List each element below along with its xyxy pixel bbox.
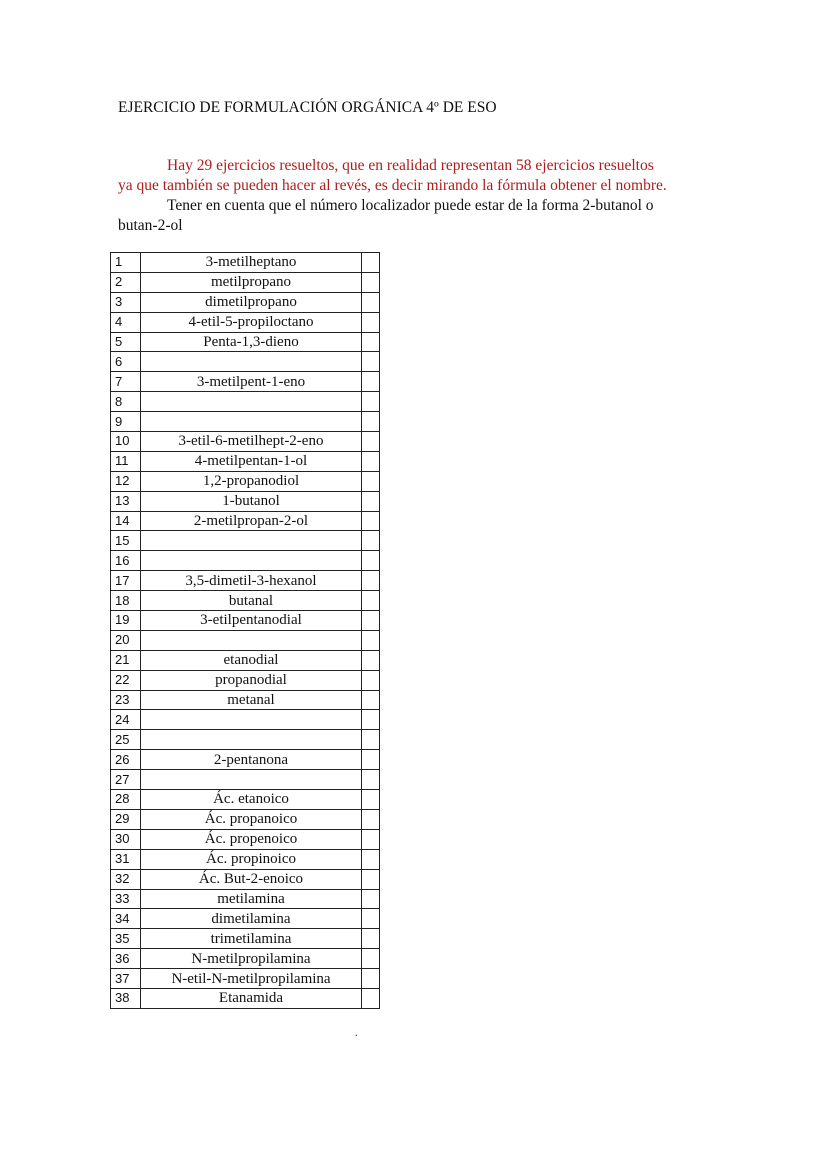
answer-cell	[362, 630, 380, 650]
compound-name: Ác. propinoico	[141, 849, 362, 869]
compound-name: 2-metilpropan-2-ol	[141, 511, 362, 531]
answer-cell	[362, 432, 380, 452]
table-row	[111, 392, 380, 412]
compound-name	[141, 630, 362, 650]
table-row	[111, 849, 380, 869]
row-number: 1	[111, 253, 141, 273]
compound-name: etanodial	[141, 650, 362, 670]
compound-name: butanal	[141, 591, 362, 611]
row-number: 25	[111, 730, 141, 750]
row-number: 13	[111, 491, 141, 511]
row-number: 35	[111, 929, 141, 949]
answer-cell	[362, 909, 380, 929]
row-number: 3	[111, 292, 141, 312]
answer-cell	[362, 451, 380, 471]
table-row	[111, 451, 380, 471]
table-row	[111, 551, 380, 571]
compound-name: metilpropano	[141, 272, 362, 292]
answer-cell	[362, 551, 380, 571]
row-number: 6	[111, 352, 141, 372]
table-row	[111, 909, 380, 929]
compound-name: Etanamida	[141, 988, 362, 1008]
answer-cell	[362, 869, 380, 889]
table-row	[111, 650, 380, 670]
compound-name: 4-metilpentan-1-ol	[141, 451, 362, 471]
note-paragraph	[118, 196, 718, 235]
row-number: 8	[111, 392, 141, 412]
row-number: 26	[111, 750, 141, 770]
table-row	[111, 491, 380, 511]
answer-cell	[362, 292, 380, 312]
row-number: 30	[111, 829, 141, 849]
compound-name	[141, 352, 362, 372]
answer-cell	[362, 809, 380, 829]
compound-name: metanal	[141, 690, 362, 710]
table-row	[111, 949, 380, 969]
row-number: 15	[111, 531, 141, 551]
row-number: 5	[111, 332, 141, 352]
answer-cell	[362, 650, 380, 670]
compound-name: 3-etil-6-metilhept-2-eno	[141, 432, 362, 452]
table-row	[111, 690, 380, 710]
compound-name	[141, 392, 362, 412]
compound-name: 4-etil-5-propiloctano	[141, 312, 362, 332]
table-row	[111, 571, 380, 591]
compound-name: 3-metilheptano	[141, 253, 362, 273]
answer-cell	[362, 670, 380, 690]
row-number: 11	[111, 451, 141, 471]
row-number: 28	[111, 790, 141, 810]
row-number: 12	[111, 471, 141, 491]
answer-cell	[362, 730, 380, 750]
table-row	[111, 889, 380, 909]
table-row	[111, 710, 380, 730]
compound-name: Ác. propanoico	[141, 809, 362, 829]
table-row	[111, 412, 380, 432]
row-number: 24	[111, 710, 141, 730]
answer-cell	[362, 770, 380, 790]
row-number: 19	[111, 611, 141, 631]
answer-cell	[362, 591, 380, 611]
row-number: 2	[111, 272, 141, 292]
table-row	[111, 511, 380, 531]
table-row	[111, 869, 380, 889]
row-number: 34	[111, 909, 141, 929]
compound-name: 1-butanol	[141, 491, 362, 511]
row-number: 38	[111, 988, 141, 1008]
answer-cell	[362, 571, 380, 591]
row-number: 22	[111, 670, 141, 690]
intro-paragraph	[118, 156, 718, 195]
compound-name	[141, 412, 362, 432]
answer-cell	[362, 392, 380, 412]
answer-cell	[362, 471, 380, 491]
row-number: 9	[111, 412, 141, 432]
answer-cell	[362, 969, 380, 989]
row-number: 10	[111, 432, 141, 452]
answer-cell	[362, 790, 380, 810]
answer-cell	[362, 611, 380, 631]
table-row	[111, 829, 380, 849]
footer-mark: .	[355, 1028, 358, 1039]
note-line-2: butan-2-ol	[118, 216, 183, 234]
compound-name: propanodial	[141, 670, 362, 690]
answer-cell	[362, 531, 380, 551]
compound-name: metilamina	[141, 889, 362, 909]
compound-name: N-etil-N-metilpropilamina	[141, 969, 362, 989]
row-number: 16	[111, 551, 141, 571]
row-number: 32	[111, 869, 141, 889]
row-number: 20	[111, 630, 141, 650]
answer-cell	[362, 312, 380, 332]
answer-cell	[362, 253, 380, 273]
answer-cell	[362, 710, 380, 730]
answer-cell	[362, 829, 380, 849]
intro-line-1: Hay 29 ejercicios resueltos, que en realidad representan 58 ejercicios resueltos	[167, 157, 654, 174]
row-number: 27	[111, 770, 141, 790]
answer-cell	[362, 352, 380, 372]
table-row	[111, 670, 380, 690]
row-number: 4	[111, 312, 141, 332]
table-row	[111, 750, 380, 770]
compound-name	[141, 770, 362, 790]
table-row	[111, 929, 380, 949]
compound-name	[141, 551, 362, 571]
intro-line-2: ya que también se pueden hacer al revés, es decir mirando la fórmula obtener el nombre.	[118, 176, 667, 194]
compound-name: dimetilamina	[141, 909, 362, 929]
table-row	[111, 432, 380, 452]
table-row	[111, 312, 380, 332]
compound-name: Ác. etanoico	[141, 790, 362, 810]
row-number: 31	[111, 849, 141, 869]
compound-name	[141, 730, 362, 750]
row-number: 7	[111, 372, 141, 392]
answer-cell	[362, 988, 380, 1008]
note-line-1: Tener en cuenta que el número localizador puede estar de la forma 2-butanol o	[167, 197, 654, 214]
row-number: 36	[111, 949, 141, 969]
row-number: 33	[111, 889, 141, 909]
compound-name	[141, 531, 362, 551]
answer-cell	[362, 372, 380, 392]
row-number: 37	[111, 969, 141, 989]
answer-cell	[362, 332, 380, 352]
table-row	[111, 630, 380, 650]
table-row	[111, 272, 380, 292]
exercise-table	[110, 252, 380, 1009]
table-row	[111, 969, 380, 989]
table-row	[111, 372, 380, 392]
compound-name: 3-metilpent-1-eno	[141, 372, 362, 392]
table-row	[111, 770, 380, 790]
table-row	[111, 352, 380, 372]
row-number: 21	[111, 650, 141, 670]
table-row	[111, 531, 380, 551]
answer-cell	[362, 889, 380, 909]
compound-name: dimetilpropano	[141, 292, 362, 312]
compound-name: 3-etilpentanodial	[141, 611, 362, 631]
answer-cell	[362, 272, 380, 292]
compound-name: 1,2-propanodiol	[141, 471, 362, 491]
table-row	[111, 292, 380, 312]
answer-cell	[362, 849, 380, 869]
row-number: 29	[111, 809, 141, 829]
table-row	[111, 253, 380, 273]
compound-name: 3,5-dimetil-3-hexanol	[141, 571, 362, 591]
table-row	[111, 809, 380, 829]
answer-cell	[362, 412, 380, 432]
table-row	[111, 730, 380, 750]
answer-cell	[362, 929, 380, 949]
compound-name: Penta-1,3-dieno	[141, 332, 362, 352]
table-row	[111, 332, 380, 352]
compound-name	[141, 710, 362, 730]
row-number: 17	[111, 571, 141, 591]
table-row	[111, 471, 380, 491]
compound-name: 2-pentanona	[141, 750, 362, 770]
row-number: 18	[111, 591, 141, 611]
answer-cell	[362, 491, 380, 511]
table-row	[111, 790, 380, 810]
answer-cell	[362, 511, 380, 531]
row-number: 14	[111, 511, 141, 531]
table-row	[111, 591, 380, 611]
document-title: EJERCICIO DE FORMULACIÓN ORGÁNICA 4º DE ESO	[118, 99, 497, 116]
row-number: 23	[111, 690, 141, 710]
answer-cell	[362, 750, 380, 770]
table-row	[111, 988, 380, 1008]
compound-name: Ác. propenoico	[141, 829, 362, 849]
compound-name: N-metilpropilamina	[141, 949, 362, 969]
compound-name: Ác. But-2-enoico	[141, 869, 362, 889]
table-row	[111, 611, 380, 631]
answer-cell	[362, 690, 380, 710]
answer-cell	[362, 949, 380, 969]
compound-name: trimetilamina	[141, 929, 362, 949]
